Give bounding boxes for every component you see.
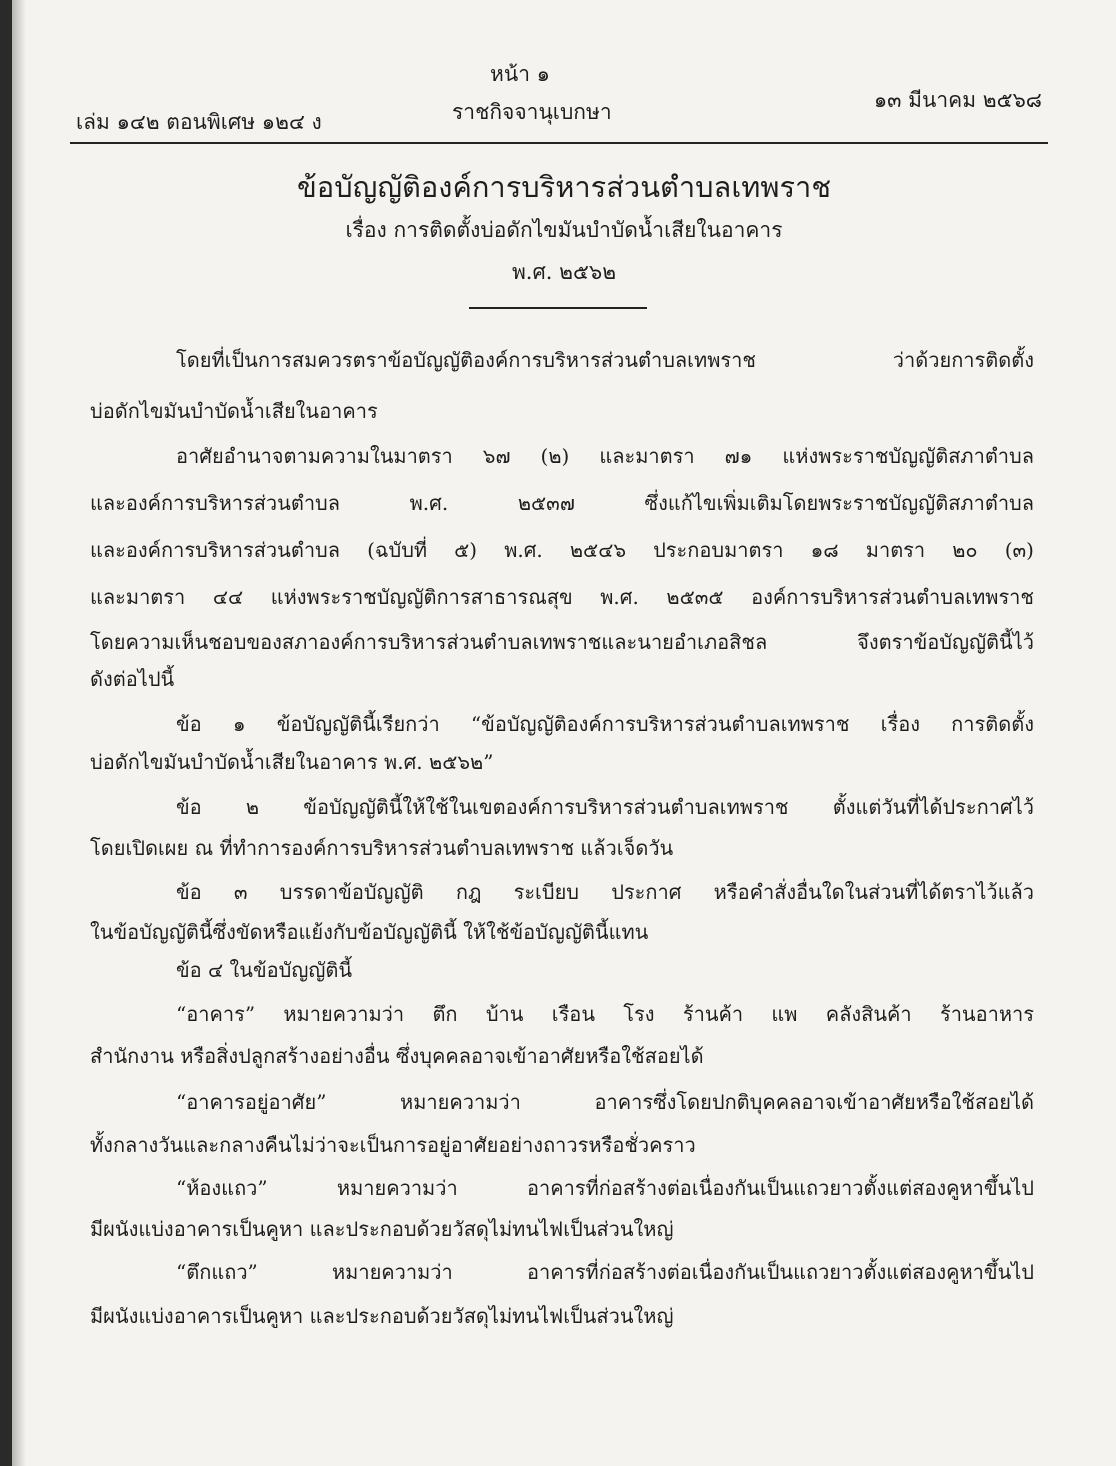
publication-date: ๑๓ มีนาคม ๒๕๖๘ — [873, 88, 1042, 112]
clause-2-line: โดยเปิดเผย ณ ที่ทำการองค์การบริหารส่วนตำบลเทพราช แล้วเจ็ดวัน — [90, 836, 674, 860]
definition-shophouse-line: “ตึกแถว” หมายความว่า อาคารที่ก่อสร้างต่อเนื่องกันเป็นแถวยาวตั้งแต่สองคูหาขึ้นไป — [176, 1260, 1034, 1284]
authority-line: อาศัยอำนาจตามความในมาตรา ๖๗ (๒) และมาตรา ๗๑ แห่งพระราชบัญญัติสภาตำบล — [176, 444, 1034, 468]
document-year: พ.ศ. ๒๕๖๒ — [511, 260, 617, 284]
definition-row-house-line: มีผนังแบ่งอาคารเป็นคูหา และประกอบด้วยวัสดุไม่ทนไฟเป็นส่วนใหญ่ — [90, 1217, 674, 1241]
authority-line: ดังต่อไปนี้ — [90, 667, 175, 691]
header-rule — [70, 142, 1048, 144]
definition-building-line: “อาคาร” หมายความว่า ตึก บ้าน เรือน โรง ร้านค้า แพ คลังสินค้า ร้านอาหาร — [176, 1002, 1034, 1026]
document-title: ข้อบัญญัติองค์การบริหารส่วนตำบลเทพราช — [296, 170, 832, 204]
gazette-name: ราชกิจจานุเบกษา — [452, 100, 612, 124]
authority-line: และองค์การบริหารส่วนตำบล พ.ศ. ๒๕๓๗ ซึ่งแก้ไขเพิ่มเติมโดยพระราชบัญญัติสภาตำบล — [90, 491, 1034, 515]
clause-2-line: ข้อ ๒ ข้อบัญญัตินี้ให้ใช้ในเขตองค์การบริหารส่วนตำบลเทพราช ตั้งแต่วันที่ได้ประกาศไว้ — [176, 795, 1034, 819]
clause-3-line: ในข้อบัญญัตินี้ซึ่งขัดหรือแย้งกับข้อบัญญัตินี้ ให้ใช้ข้อบัญญัตินี้แทน — [90, 920, 649, 944]
volume-issue: เล่ม ๑๔๒ ตอนพิเศษ ๑๒๔ ง — [76, 110, 322, 134]
page-number: หน้า ๑ — [490, 62, 550, 86]
document-subject: เรื่อง การติดตั้งบ่อดักไขมันบำบัดน้ำเสียในอาคาร — [345, 218, 783, 242]
definition-row-house-line: “ห้องแถว” หมายความว่า อาคารที่ก่อสร้างต่อเนื่องกันเป็นแถวยาวตั้งแต่สองคูหาขึ้นไป — [176, 1176, 1034, 1200]
authority-line: โดยความเห็นชอบของสภาองค์การบริหารส่วนตำบลเทพราชและนายอำเภอสิชล จึงตราข้อบัญญัตินี้ไว้ — [90, 630, 1034, 654]
definition-shophouse-line: มีผนังแบ่งอาคารเป็นคูหา และประกอบด้วยวัสดุไม่ทนไฟเป็นส่วนใหญ่ — [90, 1304, 674, 1328]
clause-1-line: บ่อดักไขมันบำบัดน้ำเสียในอาคาร พ.ศ. ๒๕๖๒” — [90, 750, 494, 774]
title-divider — [469, 307, 647, 309]
clause-4-line: ข้อ ๔ ในข้อบัญญัตินี้ — [176, 958, 353, 982]
preamble-line: บ่อดักไขมันบำบัดน้ำเสียในอาคาร — [90, 399, 378, 423]
authority-line: และมาตรา ๔๔ แห่งพระราชบัญญัติการสาธารณสุข พ.ศ. ๒๕๓๕ องค์การบริหารส่วนตำบลเทพราช — [90, 585, 1034, 609]
page-edge-shadow — [12, 0, 26, 1466]
definition-residential-line: ทั้งกลางวันและกลางคืนไม่ว่าจะเป็นการอยู่อาศัยอย่างถาวรหรือชั่วคราว — [90, 1133, 696, 1157]
document-page — [12, 0, 1116, 1466]
clause-3-line: ข้อ ๓ บรรดาข้อบัญญัติ กฎ ระเบียบ ประกาศ หรือคำสั่งอื่นใดในส่วนที่ได้ตราไว้แล้ว — [176, 880, 1034, 904]
authority-line: และองค์การบริหารส่วนตำบล (ฉบับที่ ๕) พ.ศ. ๒๕๔๖ ประกอบมาตรา ๑๘ มาตรา ๒๐ (๓) — [90, 538, 1034, 562]
clause-1-line: ข้อ ๑ ข้อบัญญัตินี้เรียกว่า “ข้อบัญญัติองค์การบริหารส่วนตำบลเทพราช เรื่อง การติดตั้ง — [176, 712, 1034, 736]
definition-residential-line: “อาคารอยู่อาศัย” หมายความว่า อาคารซึ่งโดยปกติบุคคลอาจเข้าอาศัยหรือใช้สอยได้ — [176, 1090, 1034, 1114]
definition-building-line: สำนักงาน หรือสิ่งปลูกสร้างอย่างอื่น ซึ่งบุคคลอาจเข้าอาศัยหรือใช้สอยได้ — [90, 1044, 704, 1068]
preamble-line: โดยที่เป็นการสมควรตราข้อบัญญัติองค์การบริหารส่วนตำบลเทพราช ว่าด้วยการติดตั้ง — [176, 348, 1034, 372]
